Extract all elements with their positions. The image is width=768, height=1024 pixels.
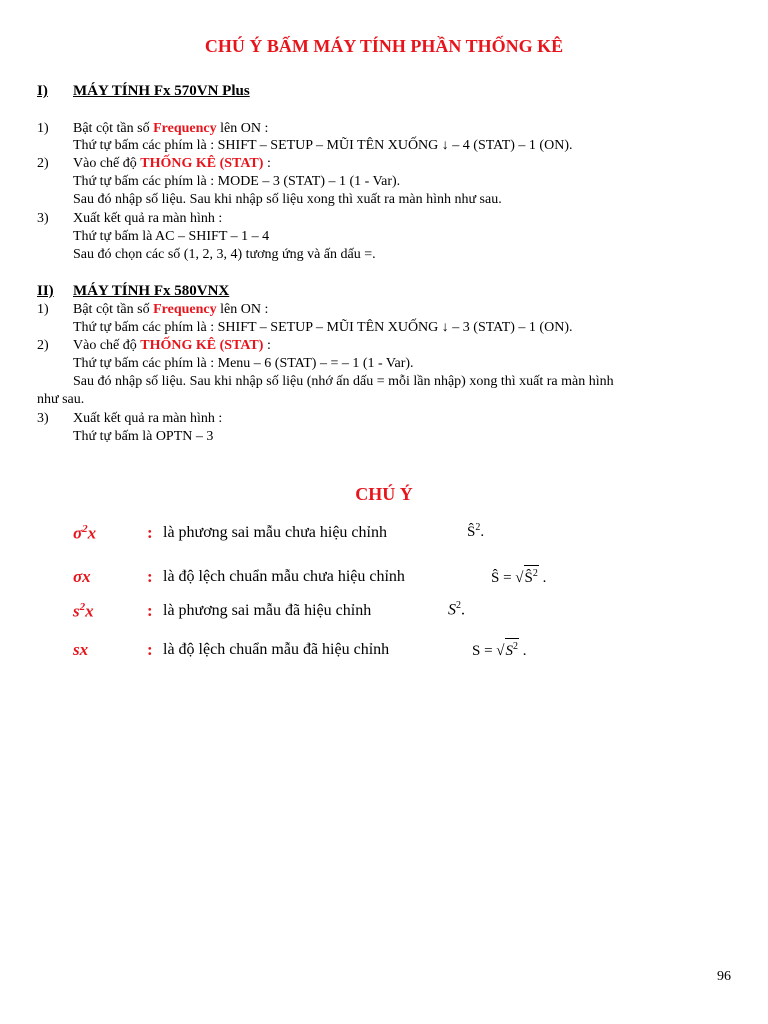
step-detail: Thứ tự bấm các phím là : Menu – 6 (STAT) – = – 1 (1 - Var). xyxy=(73,356,414,371)
step-detail: Thứ tự bấm các phím là : MODE – 3 (STAT) – 1 (1 - Var). xyxy=(73,174,401,189)
radicand: $S^2$ xyxy=(505,638,520,659)
step-text: Xuất kết quả ra màn hình : xyxy=(73,211,223,226)
symbol-s2x: $s^2x$ xyxy=(73,601,94,621)
definition-text: là độ lệch chuẩn mẫu đã hiệu chỉnh xyxy=(163,641,390,658)
definition-text: là phương sai mẫu chưa hiệu chỉnh xyxy=(163,524,387,541)
step-detail: Thứ tự bấm các phím là : SHIFT – SETUP – MŨI TÊN XUỐNG ↓ – 4 (STAT) – 1 (ON). xyxy=(73,138,573,153)
step-detail: Thứ tự bấm các phím là : SHIFT – SETUP – MŨI TÊN XUỐNG ↓ – 3 (STAT) – 1 (ON). xyxy=(73,320,573,335)
step-detail: Thứ tự bấm là AC – SHIFT – 1 – 4 xyxy=(73,229,270,244)
stat-mode-label: THỐNG KÊ (STAT) xyxy=(140,338,264,353)
step-detail: Sau đó chọn các số (1, 2, 3, 4) tương ứng và ấn dấu =. xyxy=(73,247,376,262)
step-detail: Sau đó nhập số liệu. Sau khi nhập số liệu xong thì xuất ra màn hình như sau. xyxy=(73,192,502,207)
page-title: CHÚ Ý BẤM MÁY TÍNH PHẦN THỐNG KÊ xyxy=(204,36,564,56)
separator-colon: : xyxy=(147,567,153,586)
definition-text: là phương sai mẫu đã hiệu chỉnh xyxy=(163,602,372,619)
stat-mode-label: THỐNG KÊ (STAT) xyxy=(140,156,264,171)
step-detail: Thứ tự bấm là OPTN – 3 xyxy=(73,429,214,444)
section2-number: II) xyxy=(37,283,54,299)
note-title: CHÚ Ý xyxy=(355,484,413,504)
step-number: 2) xyxy=(37,156,49,171)
symbol-sx: sx xyxy=(73,640,89,659)
separator-colon: : xyxy=(147,640,153,659)
step-number: 1) xyxy=(37,302,49,317)
step-detail: Sau đó nhập số liệu. Sau khi nhập số liệu (nhớ ấn dấu = mỗi lần nhập) xong thì xuất ra màn hình xyxy=(73,374,614,389)
separator-colon: : xyxy=(147,601,153,620)
frequency-label: Frequency xyxy=(153,302,217,317)
symbol-sigma2x: $\sigma^2x$ xyxy=(73,523,97,543)
frequency-label: Frequency xyxy=(153,121,217,136)
step-text: Bật cột tần số Frequency lên ON : xyxy=(73,121,269,136)
step-text: Bật cột tần số Frequency lên ON : xyxy=(73,302,269,317)
step-text: Vào chế độ THỐNG KÊ (STAT) : xyxy=(73,156,271,171)
separator-colon: : xyxy=(147,523,153,542)
step-number: 1) xyxy=(37,121,49,136)
definition-text: là độ lệch chuẩn mẫu chưa hiệu chỉnh xyxy=(163,568,405,585)
page-number: 96 xyxy=(717,969,731,984)
symbol-sigmax: σx xyxy=(73,567,91,586)
formula: $S^2$. xyxy=(448,600,465,619)
formula: $S = √S^2$ . xyxy=(472,638,527,660)
step-text: Xuất kết quả ra màn hình : xyxy=(73,411,223,426)
formula: $Ŝ^2$. xyxy=(467,522,485,540)
section1-number: I) xyxy=(37,83,48,99)
step-text: Vào chế độ THỐNG KÊ (STAT) : xyxy=(73,338,271,353)
radicand: $Ŝ^2$ xyxy=(524,565,539,586)
step-number: 2) xyxy=(37,338,49,353)
step-detail: như sau. xyxy=(37,392,85,407)
step-number: 3) xyxy=(37,411,49,426)
section2-heading: MÁY TÍNH Fx 580VNX xyxy=(73,283,230,299)
formula: Ŝ = $√Ŝ^2$ . xyxy=(491,565,546,587)
step-number: 3) xyxy=(37,211,49,226)
section1-heading: MÁY TÍNH Fx 570VN Plus xyxy=(73,83,250,99)
